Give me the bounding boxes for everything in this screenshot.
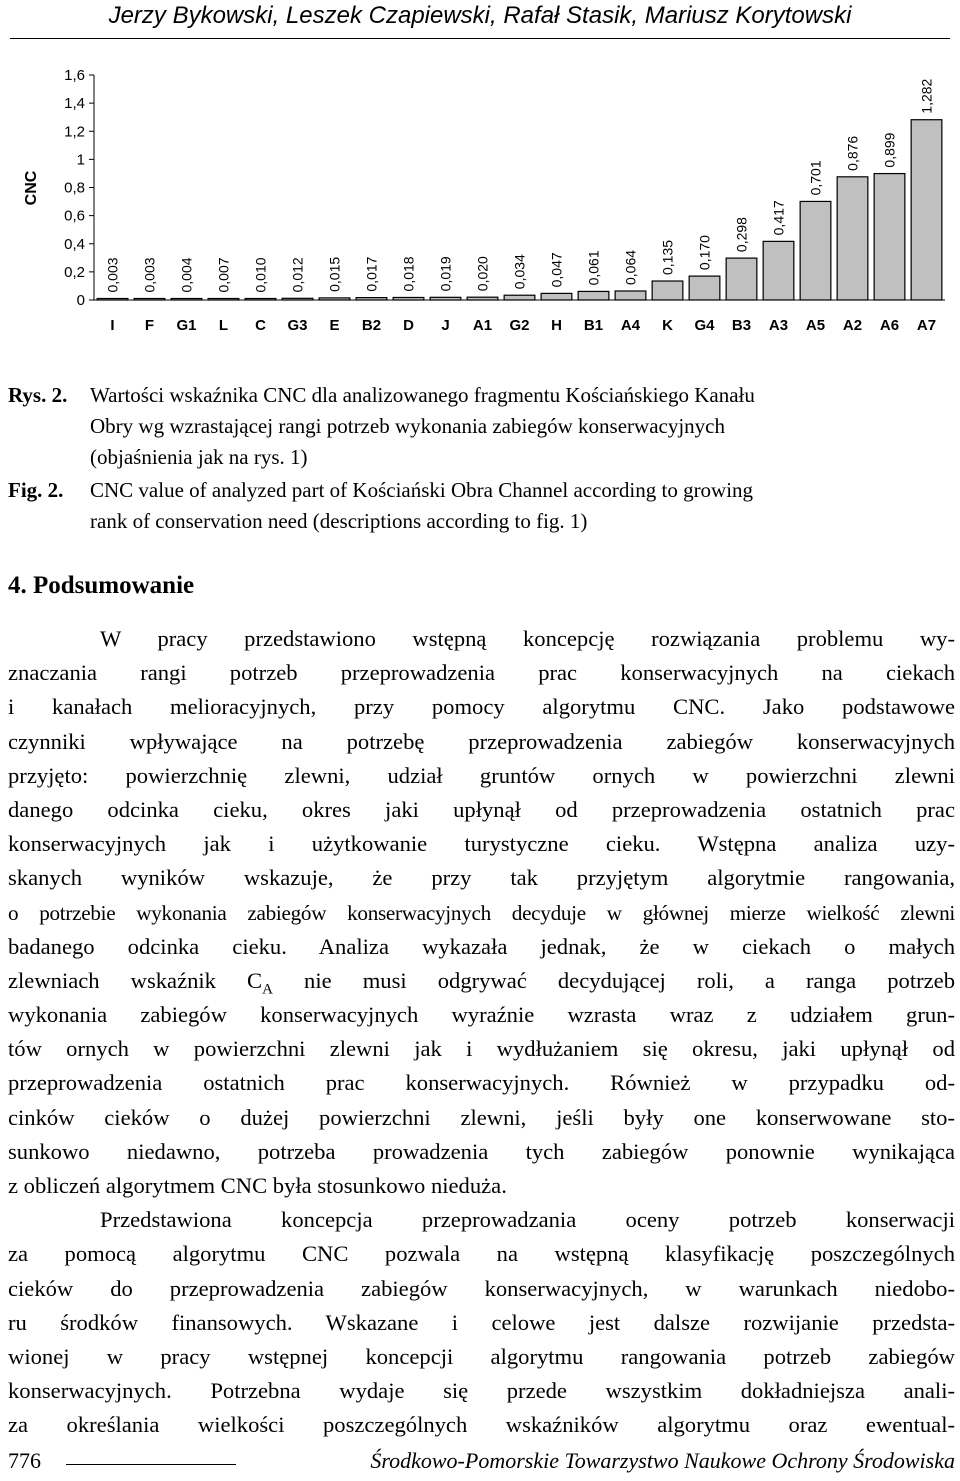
page-footer bbox=[8, 1448, 955, 1478]
data-label: 0,007 bbox=[215, 257, 232, 293]
x-tick-label: A6 bbox=[879, 317, 900, 334]
x-tick-label: A5 bbox=[805, 317, 826, 334]
x-tick-label: F bbox=[144, 317, 155, 334]
body-line: czynniki wpływające na potrzebę przeprowadzenia zabiegów konserwacyjnych bbox=[8, 728, 955, 754]
body-line: przyjęto: powierzchnię zlewni, udział gruntów ornych w powierzchni zlewni bbox=[8, 762, 955, 788]
x-tick-label: A1 bbox=[472, 317, 493, 334]
subscript-a: A bbox=[262, 981, 273, 998]
body-line: wykonania zabiegów konserwacyjnych wyraźnie wzrasta wraz z udziałem grun- bbox=[8, 1002, 955, 1028]
data-label: 0,003 bbox=[141, 257, 158, 293]
body-line: badanego odcinka cieku. Analiza wykazała jednak, że w ciekach o małych bbox=[8, 933, 955, 959]
x-tick-label: K bbox=[662, 317, 673, 334]
bar-B1 bbox=[578, 291, 609, 300]
x-tick-label: A2 bbox=[842, 317, 863, 334]
bar-A7 bbox=[911, 120, 942, 300]
x-tick-label: A4 bbox=[620, 317, 641, 334]
data-label: 0,170 bbox=[696, 235, 713, 271]
bar-I bbox=[97, 299, 128, 301]
data-label: 0,061 bbox=[585, 250, 602, 286]
bar-B2 bbox=[356, 298, 387, 300]
bar-G2 bbox=[504, 295, 535, 300]
y-tick-label: 1,4 bbox=[64, 95, 85, 113]
caption-line: (objaśnienia jak na rys. 1) bbox=[90, 445, 308, 469]
bar-K bbox=[652, 281, 683, 300]
data-label: 0,417 bbox=[770, 200, 787, 236]
body-line: za określania wielkości poszczególnych wskaźników algorytmu oraz ewentual- bbox=[8, 1412, 955, 1438]
data-label: 0,047 bbox=[548, 252, 565, 288]
body-line: konserwacyjnych jak i użytkowanie turystyczne cieku. Wstępna analiza uzy- bbox=[8, 831, 955, 857]
x-tick-label: D bbox=[403, 317, 414, 334]
x-tick-label: G4 bbox=[694, 317, 715, 334]
data-label: 0,876 bbox=[844, 135, 861, 171]
body-line: i kanałach melioracyjnych, przy pomocy algorytmu CNC. Jako podstawowe bbox=[8, 694, 955, 720]
x-tick-label: G3 bbox=[287, 317, 308, 334]
y-tick-label: 0 bbox=[76, 292, 85, 309]
bar-A4 bbox=[615, 291, 646, 300]
page-number: 776 bbox=[8, 1448, 41, 1473]
caption-label-en: Fig. 2. bbox=[8, 478, 64, 502]
header-divider bbox=[10, 38, 950, 39]
body-line: cinków cieków o dużej powierzchni zlewni, jeśli były one konserwowane sto- bbox=[8, 1104, 955, 1130]
y-tick-label: 0,6 bbox=[64, 207, 85, 225]
cnc-bar-chart bbox=[0, 50, 960, 340]
bar-D bbox=[393, 297, 424, 300]
data-label: 0,064 bbox=[622, 249, 639, 285]
body-text bbox=[8, 622, 955, 1443]
bar-A5 bbox=[800, 201, 831, 300]
x-tick-label: C bbox=[255, 317, 266, 334]
bar-B3 bbox=[726, 258, 757, 300]
body-fragment: nie musi odgrywać decydującej roli, a ranga potrzeb bbox=[304, 967, 956, 993]
bar-A1 bbox=[467, 297, 498, 300]
data-label: 0,003 bbox=[104, 257, 121, 293]
body-line: sunkowo niedawno, potrzeba prowadzenia tych zabiegów ponownie wynikająca bbox=[8, 1138, 955, 1164]
bar-G3 bbox=[282, 298, 313, 300]
bar-F bbox=[134, 299, 165, 301]
body-line: przeprowadzenia ostatnich prac konserwacyjnych. Również w przypadku od- bbox=[8, 1070, 955, 1096]
data-label: 0,012 bbox=[289, 257, 306, 293]
data-label: 0,298 bbox=[733, 217, 750, 253]
data-label: 1,282 bbox=[918, 78, 935, 114]
caption-line: Wartości wskaźnika CNC dla analizowanego fragmentu Kościańskiego Kanału bbox=[90, 383, 755, 407]
bar-A6 bbox=[874, 174, 905, 300]
data-label: 0,019 bbox=[437, 256, 454, 292]
y-tick-label: 0,4 bbox=[64, 235, 85, 253]
caption-line: rank of conservation need (descriptions according to fig. 1) bbox=[90, 509, 588, 533]
y-tick-label: 1,2 bbox=[64, 123, 85, 141]
bar-H bbox=[541, 293, 572, 300]
data-label: 0,004 bbox=[178, 257, 195, 293]
data-label: 0,899 bbox=[881, 132, 898, 168]
bar-G4 bbox=[689, 276, 720, 300]
x-tick-label: B1 bbox=[583, 317, 604, 334]
data-label: 0,017 bbox=[363, 256, 380, 292]
x-tick-label: A3 bbox=[768, 317, 789, 334]
body-line: danego odcinka cieku, okres jaki upłynął od przeprowadzenia ostatnich prac bbox=[8, 796, 955, 822]
body-line: ru środków finansowych. Wskazane i celowe jest dalsze rozwijanie przedsta- bbox=[8, 1309, 955, 1335]
journal-name: Środkowo-Pomorskie Towarzystwo Naukowe Ochrony Środowiska bbox=[370, 1448, 955, 1473]
x-tick-label: E bbox=[329, 317, 340, 334]
body-line: konserwacyjnych. Potrzebna wydaje się przede wszystkim dokładniejsza anali- bbox=[8, 1378, 955, 1404]
caption-line: Obry wg wzrastającej rangi potrzeb wykonania zabiegów konserwacyjnych bbox=[90, 414, 726, 438]
data-label: 0,034 bbox=[511, 254, 528, 290]
x-tick-label: J bbox=[441, 317, 450, 334]
body-line: o potrzebie wykonania zabiegów konserwacyjnych decyduje w głównej mierze wielkość zlewni bbox=[8, 900, 955, 925]
running-header: Jerzy Bykowski, Leszek Czapiewski, Rafał Stasik, Mariusz Korytowski bbox=[108, 2, 852, 29]
x-tick-label: A7 bbox=[916, 317, 937, 334]
x-tick-label: I bbox=[110, 317, 115, 334]
body-line: z obliczeń algorytmem CNC była stosunkowo nieduża. bbox=[8, 1173, 507, 1198]
body-line: tów ornych w powierzchni zlewni jak i wydłużaniem się okresu, jaki upłynął od bbox=[8, 1036, 955, 1062]
body-line: skanych wyników wskazuje, że przy tak przyjętym algorytmie rangowania, bbox=[8, 865, 955, 891]
bar-E bbox=[319, 298, 350, 300]
data-label: 0,010 bbox=[252, 257, 269, 293]
body-fragment: zlewniach wskaźnik C bbox=[8, 967, 263, 993]
figure-caption-pl bbox=[8, 380, 948, 473]
footer-divider bbox=[66, 1464, 236, 1465]
bar-G1 bbox=[171, 299, 202, 301]
body-line: wionej w pracy wstępnej koncepcji algorytmu rangowania potrzeb zabiegów bbox=[8, 1343, 955, 1369]
body-line: znaczania rangi potrzeb przeprowadzenia prac konserwacyjnych na ciekach bbox=[8, 660, 955, 686]
y-tick-label: 1,6 bbox=[64, 67, 85, 84]
data-label: 0,018 bbox=[400, 256, 417, 292]
caption-label-pl: Rys. 2. bbox=[8, 383, 68, 407]
body-line: W pracy przedstawiono wstępną koncepcję rozwiązania problemu wy- bbox=[100, 626, 955, 651]
data-label: 0,701 bbox=[807, 160, 824, 196]
body-line-ca bbox=[8, 964, 955, 998]
x-tick-label: B3 bbox=[731, 317, 752, 334]
caption-line: CNC value of analyzed part of Kościański Obra Channel according to growing bbox=[90, 478, 754, 502]
y-tick-label: 0,2 bbox=[64, 263, 85, 281]
data-label: 0,020 bbox=[474, 256, 491, 292]
data-label: 0,135 bbox=[659, 239, 676, 276]
data-label: 0,015 bbox=[326, 256, 343, 292]
bar-A2 bbox=[837, 177, 868, 300]
y-tick-label: 0,8 bbox=[64, 179, 85, 197]
x-tick-label: L bbox=[218, 317, 229, 334]
bar-J bbox=[430, 297, 461, 300]
body-line: Przedstawiona koncepcja przeprowadzania oceny potrzeb konserwacji bbox=[100, 1207, 955, 1233]
bar-L bbox=[208, 299, 239, 301]
x-tick-label: H bbox=[551, 317, 562, 334]
body-line: cieków do przeprowadzenia zabiegów konserwacyjnych, w warunkach niedobo- bbox=[8, 1275, 955, 1301]
bar-A3 bbox=[763, 241, 794, 300]
x-tick-label: G1 bbox=[176, 317, 197, 334]
section-title: 4. Podsumowanie bbox=[8, 572, 195, 599]
body-line: za pomocą algorytmu CNC pozwala na wstępną klasyfikację poszczególnych bbox=[8, 1241, 955, 1267]
y-axis-label: CNC bbox=[23, 170, 40, 206]
y-tick-label: 1 bbox=[76, 151, 85, 169]
x-tick-label: B2 bbox=[361, 317, 382, 334]
bar-C bbox=[245, 299, 276, 301]
figure-caption-en bbox=[8, 475, 948, 537]
x-tick-label: G2 bbox=[509, 317, 530, 334]
